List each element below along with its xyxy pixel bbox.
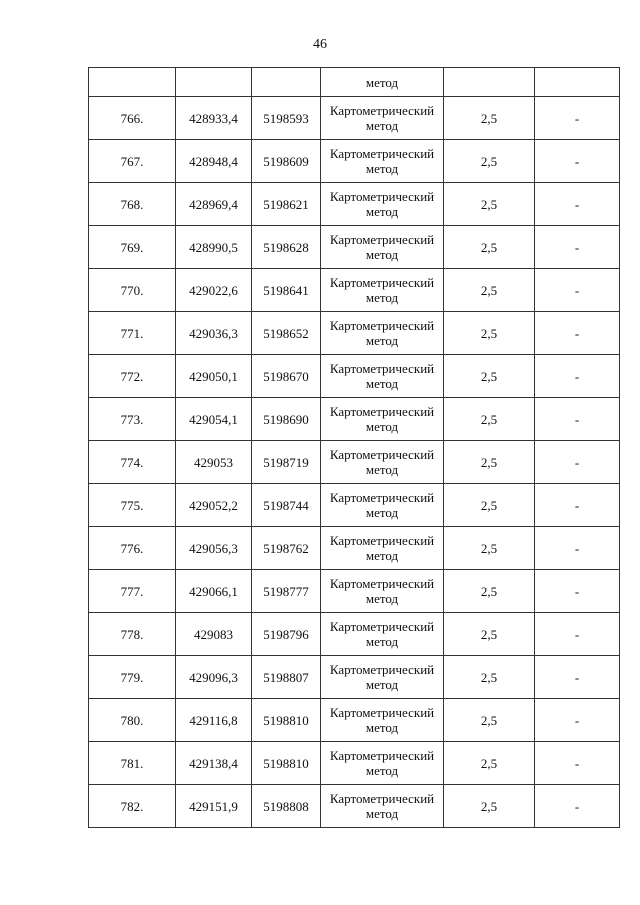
cell-error: 2,5 <box>444 527 535 570</box>
cell-method <box>321 527 444 570</box>
cell-number: 770. <box>89 269 176 312</box>
cell-number: 768. <box>89 183 176 226</box>
cell-number: 777. <box>89 570 176 613</box>
method-line: метод <box>365 548 399 563</box>
method-line: Картометрический <box>329 404 435 419</box>
cell-number: 772. <box>89 355 176 398</box>
cell-note: - <box>535 742 620 785</box>
cell-y: 5198810 <box>252 699 321 742</box>
table-row <box>89 355 620 398</box>
cell-number: 781. <box>89 742 176 785</box>
table-row <box>89 269 620 312</box>
method-line: метод <box>365 247 399 262</box>
cell-y: 5198810 <box>252 742 321 785</box>
cell-note: - <box>535 785 620 828</box>
method-line: метод <box>365 118 399 133</box>
method-line: метод <box>365 161 399 176</box>
cell-y: 5198652 <box>252 312 321 355</box>
cell-note: - <box>535 140 620 183</box>
method-line: Картометрический <box>329 748 435 763</box>
method-line: Картометрический <box>329 232 435 247</box>
cell-y: 5198796 <box>252 613 321 656</box>
method-line: Картометрический <box>329 619 435 634</box>
cell-note: - <box>535 699 620 742</box>
cell-error <box>444 68 535 97</box>
method-line: Картометрический <box>329 576 435 591</box>
table-row <box>89 613 620 656</box>
method-line: Картометрический <box>329 146 435 161</box>
cell-note: - <box>535 226 620 269</box>
cell-x: 429056,3 <box>176 527 252 570</box>
page-number: 46 <box>313 37 327 52</box>
cell-note: - <box>535 441 620 484</box>
table-row <box>89 656 620 699</box>
cell-method <box>321 742 444 785</box>
cell-error: 2,5 <box>444 699 535 742</box>
cell-error: 2,5 <box>444 742 535 785</box>
cell-method <box>321 398 444 441</box>
cell-error: 2,5 <box>444 398 535 441</box>
cell-x: 429116,8 <box>176 699 252 742</box>
cell-method <box>321 484 444 527</box>
method-line: Картометрический <box>329 103 435 118</box>
cell-method <box>321 269 444 312</box>
cell-x: 429054,1 <box>176 398 252 441</box>
method-line: Картометрический <box>329 275 435 290</box>
cell-error: 2,5 <box>444 226 535 269</box>
cell-y: 5198593 <box>252 97 321 140</box>
method-line: метод <box>365 720 399 735</box>
cell-error: 2,5 <box>444 312 535 355</box>
cell-note: - <box>535 312 620 355</box>
cell-note: - <box>535 527 620 570</box>
cell-error: 2,5 <box>444 570 535 613</box>
cell-error: 2,5 <box>444 656 535 699</box>
cell-y <box>252 68 321 97</box>
cell-number: 776. <box>89 527 176 570</box>
cell-number: 782. <box>89 785 176 828</box>
cell-y: 5198777 <box>252 570 321 613</box>
cell-number: 766. <box>89 97 176 140</box>
cell-x: 428933,4 <box>176 97 252 140</box>
method-line: метод <box>365 505 399 520</box>
table-row <box>89 785 620 828</box>
cell-note: - <box>535 97 620 140</box>
cell-error: 2,5 <box>444 613 535 656</box>
cell-x: 429036,3 <box>176 312 252 355</box>
cell-x: 429053 <box>176 441 252 484</box>
method-line: Картометрический <box>329 189 435 204</box>
cell-y: 5198690 <box>252 398 321 441</box>
table-row <box>89 226 620 269</box>
cell-x: 429066,1 <box>176 570 252 613</box>
cell-method <box>321 183 444 226</box>
method-line: метод <box>365 634 399 649</box>
cell-x: 428948,4 <box>176 140 252 183</box>
cell-error: 2,5 <box>444 484 535 527</box>
cell-y: 5198762 <box>252 527 321 570</box>
cell-y: 5198670 <box>252 355 321 398</box>
method-line: Картометрический <box>329 791 435 806</box>
cell-number: 775. <box>89 484 176 527</box>
continuation-row <box>89 68 620 97</box>
cell-x <box>176 68 252 97</box>
cell-number: 773. <box>89 398 176 441</box>
cell-y: 5198807 <box>252 656 321 699</box>
method-line: метод <box>365 591 399 606</box>
method-line: метод <box>365 204 399 219</box>
cell-note: - <box>535 269 620 312</box>
cell-error: 2,5 <box>444 97 535 140</box>
cell-x: 429022,6 <box>176 269 252 312</box>
cell-number: 769. <box>89 226 176 269</box>
cell-x: 429096,3 <box>176 656 252 699</box>
cell-method <box>321 140 444 183</box>
method-line: Картометрический <box>329 490 435 505</box>
cell-number: 774. <box>89 441 176 484</box>
cell-method <box>321 699 444 742</box>
cell-x: 429050,1 <box>176 355 252 398</box>
cell-error: 2,5 <box>444 355 535 398</box>
cell-x: 429052,2 <box>176 484 252 527</box>
cell-x: 429138,4 <box>176 742 252 785</box>
cell-note: - <box>535 656 620 699</box>
method-line: метод <box>365 376 399 391</box>
cell-number <box>89 68 176 97</box>
cell-number: 767. <box>89 140 176 183</box>
cell-note: - <box>535 613 620 656</box>
table-row <box>89 140 620 183</box>
cell-method <box>321 656 444 699</box>
cell-method <box>321 226 444 269</box>
table-row <box>89 570 620 613</box>
table-row <box>89 484 620 527</box>
cell-number: 771. <box>89 312 176 355</box>
method-line: Картометрический <box>329 533 435 548</box>
table-row <box>89 527 620 570</box>
table-body <box>89 68 620 828</box>
cell-error: 2,5 <box>444 441 535 484</box>
table-row <box>89 97 620 140</box>
cell-y: 5198641 <box>252 269 321 312</box>
cell-method <box>321 785 444 828</box>
cell-error: 2,5 <box>444 269 535 312</box>
method-line: метод <box>365 677 399 692</box>
cell-number: 780. <box>89 699 176 742</box>
method-line: метод <box>365 462 399 477</box>
cell-method <box>321 613 444 656</box>
method-line: Картометрический <box>329 318 435 333</box>
cell-method <box>321 441 444 484</box>
method-line: Картометрический <box>329 361 435 376</box>
cell-number: 779. <box>89 656 176 699</box>
cell-note <box>535 68 620 97</box>
cell-y: 5198609 <box>252 140 321 183</box>
cell-x: 429151,9 <box>176 785 252 828</box>
cell-y: 5198744 <box>252 484 321 527</box>
table-row <box>89 699 620 742</box>
method-line: метод <box>365 763 399 778</box>
cell-number: 778. <box>89 613 176 656</box>
cell-error: 2,5 <box>444 785 535 828</box>
method-line: Картометрический <box>329 447 435 462</box>
cell-x: 428969,4 <box>176 183 252 226</box>
cell-x: 428990,5 <box>176 226 252 269</box>
method-line: метод <box>365 806 399 821</box>
cell-x: 429083 <box>176 613 252 656</box>
table-row <box>89 312 620 355</box>
cell-y: 5198628 <box>252 226 321 269</box>
cell-method <box>321 570 444 613</box>
table-row <box>89 441 620 484</box>
cell-method <box>321 312 444 355</box>
cell-error: 2,5 <box>444 140 535 183</box>
method-line: Картометрический <box>329 705 435 720</box>
cell-y: 5198621 <box>252 183 321 226</box>
cell-note: - <box>535 570 620 613</box>
method-line: метод <box>365 290 399 305</box>
cell-method <box>321 97 444 140</box>
cell-error: 2,5 <box>444 183 535 226</box>
cell-y: 5198808 <box>252 785 321 828</box>
coordinates-table <box>88 67 620 828</box>
cell-note: - <box>535 183 620 226</box>
method-line: метод <box>365 333 399 348</box>
cell-note: - <box>535 355 620 398</box>
method-line: метод <box>365 419 399 434</box>
cell-y: 5198719 <box>252 441 321 484</box>
cell-note: - <box>535 484 620 527</box>
table-row <box>89 398 620 441</box>
cell-note: - <box>535 398 620 441</box>
table-row <box>89 742 620 785</box>
cell-method <box>321 355 444 398</box>
method-line: Картометрический <box>329 662 435 677</box>
table-row <box>89 183 620 226</box>
cell-method: метод <box>321 68 444 97</box>
